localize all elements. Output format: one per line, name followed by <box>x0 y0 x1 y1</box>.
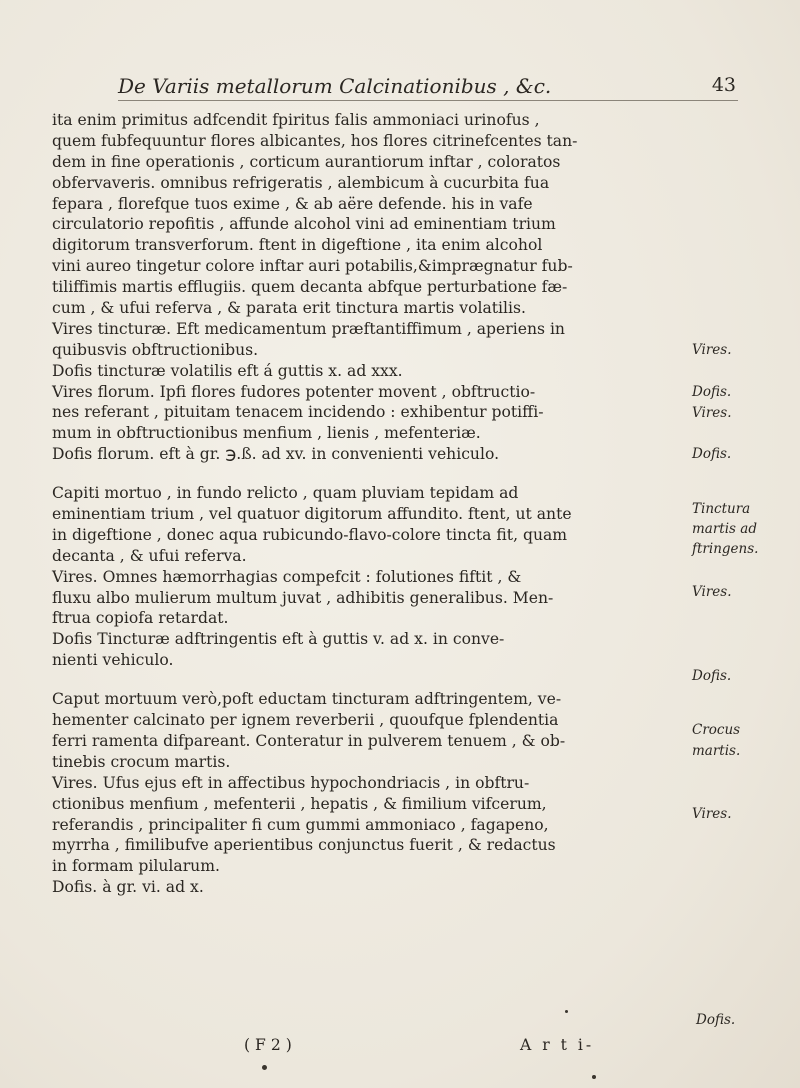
signature-mark: ( F 2 ) <box>244 1036 292 1054</box>
catchword: A r t i- <box>520 1036 595 1054</box>
margin-note-vires: Vires. <box>692 405 732 421</box>
text-line: ferri ramenta difpareant. Conteratur in pulverem tenuem , & ob- <box>52 731 566 750</box>
text-line: myrrha , fimilibufve aperientibus conjunctus fuerit , & redactus <box>52 836 556 855</box>
ink-spot <box>565 1010 568 1013</box>
page-number: 43 <box>711 74 736 96</box>
running-title: De Variis metallorum Calcinationibus , &c. <box>118 74 552 98</box>
text-line: cum , & ufui referva , & parata erit tinctura martis volatilis. <box>52 299 526 318</box>
text-line: Vires tincturæ. Eft medicamentum præftantiffimum , aperiens in <box>52 319 565 338</box>
text-line: fluxu albo mulierum multum juvat , adhibitis generalibus. Men- <box>52 588 554 607</box>
text-line: Dofis. à gr. vi. ad x. <box>52 878 204 897</box>
text-line: in formam pilularum. <box>52 857 220 876</box>
margin-note-dosis: Dofis. <box>692 668 732 684</box>
text-line: Caput mortuum verò,poft eductam tincturam adftringentem, ve- <box>52 690 562 709</box>
margin-note-vires: Vires. <box>692 584 732 600</box>
text-line: quibusvis obftructionibus. <box>52 340 259 359</box>
margin-note-dosis: Dofis. <box>696 1012 736 1028</box>
text-line: mum in obftructionibus menfium , lienis , mefenteriæ. <box>52 424 481 443</box>
ink-spot <box>592 1075 596 1079</box>
text-line: fepara , florefque tuos exime , & ab aëre defende. his in vafe <box>52 194 533 213</box>
text-line: nes referant , pituitam tenacem incidendo : exhibentur potiffi- <box>52 403 544 422</box>
margin-note-tinctura: martis ad <box>692 521 757 537</box>
paragraph-gap <box>52 671 672 689</box>
margin-note-vires: Vires. <box>692 342 732 358</box>
text-line: vini aureo tingetur colore inftar auri potabilis,&imprægnatur fub- <box>52 257 573 276</box>
margin-note-crocus: Crocus <box>692 722 741 738</box>
margin-note-crocus: martis. <box>692 743 741 759</box>
text-line: ita enim primitus adfcendit fpiritus falis ammoniaci urinofus , <box>52 111 540 129</box>
text-line: obfervaveris. omnibus refrigeratis , alembicum à cucurbita fua <box>52 173 550 192</box>
text-line: Capiti mortuo , in fundo relicto , quam pluviam tepidam ad <box>52 484 519 503</box>
ink-spot <box>262 1065 267 1070</box>
margin-note-tinctura: Tinctura <box>692 501 751 517</box>
running-header <box>118 70 768 102</box>
paragraph-gap <box>52 465 672 483</box>
text-line: ftrua copiofa retardat. <box>52 609 229 628</box>
text-line: quem fubfequuntur flores albicantes, hos flores citrinefcentes tan- <box>52 131 578 150</box>
text-line: Dofis tincturæ volatilis eft á guttis x. ad xxx. <box>52 361 403 380</box>
text-line: referandis , principaliter fi cum gummi ammoniaco , fagapeno, <box>52 815 549 834</box>
text-line: nienti vehiculo. <box>52 651 174 670</box>
text-line: digitorum transverforum. ftent in digeftione , ita enim alcohol <box>52 236 543 255</box>
margin-note-tinctura: ftringens. <box>692 541 759 557</box>
text-line: Vires. Omnes hæmorrhagias compefcit : folutiones fiftit , & <box>52 567 522 586</box>
margin-note-dosis: Dofis. <box>692 384 732 400</box>
main-text <box>52 110 672 898</box>
text-line: ctionibus menfium , mefenterii , hepatis , & fimilium vifcerum, <box>52 794 547 813</box>
margin-note-vires: Vires. <box>692 806 732 822</box>
text-line: eminentiam trium , vel quatuor digitorum affundito. ftent, ut ante <box>52 505 572 524</box>
text-line: dem in fine operationis , corticum aurantiorum inftar , coloratos <box>52 152 561 171</box>
header-rule <box>118 100 738 101</box>
text-line: tinebis crocum martis. <box>52 752 231 771</box>
text-line: Dofis florum. eft à gr. ℈.ß. ad xv. in convenienti vehiculo. <box>52 445 500 464</box>
margin-note-dosis: Dofis. <box>692 446 732 462</box>
text-line: hementer calcinato per ignem reverberii , quoufque fplendentia <box>52 711 559 730</box>
text-line: Vires florum. Ipfi flores fudores potenter movent , obftructio- <box>52 382 536 401</box>
text-line: decanta , & ufui referva. <box>52 546 247 565</box>
text-line: in digeftione , donec aqua rubicundo-flavo-colore tincta fit, quam <box>52 525 568 544</box>
text-line: Dofis Tincturæ adftringentis eft à guttis v. ad x. in conve- <box>52 630 505 649</box>
text-line: circulatorio repofitis , affunde alcohol vini ad eminentiam trium <box>52 215 556 234</box>
text-line: Vires. Ufus ejus eft in affectibus hypochondriacis , in obftru- <box>52 773 530 792</box>
text-line: tiliffimis martis efflugiis. quem decanta abfque perturbatione fæ- <box>52 278 568 297</box>
